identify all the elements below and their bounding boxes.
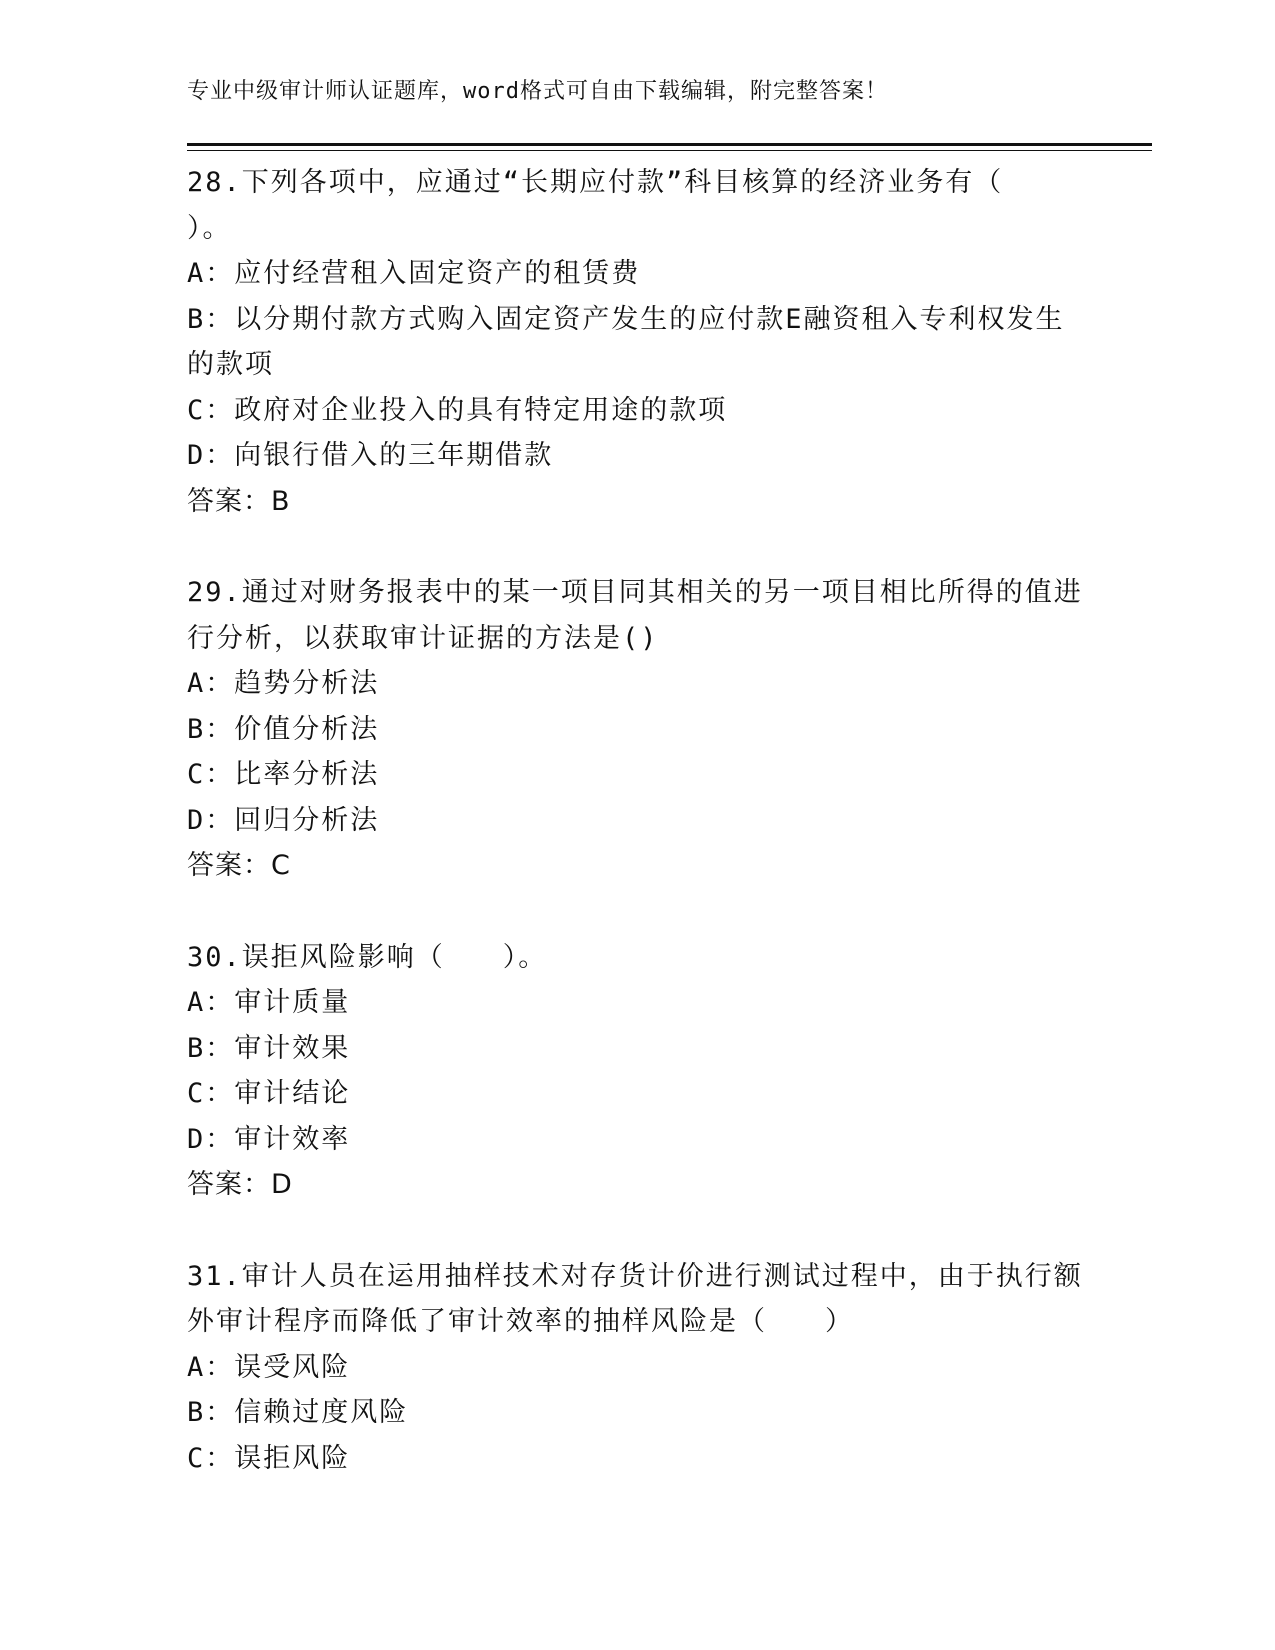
option-d: D：向银行借入的三年期借款	[187, 440, 554, 471]
header-rule-thin	[187, 150, 1152, 151]
answer-text: 答案：D	[187, 1169, 293, 1200]
option-a: A：应付经营租入固定资产的租赁费	[187, 258, 641, 289]
question-28	[187, 160, 1087, 524]
question-list	[187, 160, 1087, 1527]
question-stem-line: 28.下列各项中，应通过“长期应付款”科目核算的经济业务有（	[187, 167, 1004, 198]
header-rule-thick	[187, 143, 1152, 146]
option-c: C：审计结论	[187, 1078, 351, 1109]
option-b: B：信赖过度风险	[187, 1397, 409, 1428]
answer-text: 答案：B	[187, 485, 291, 517]
question-29	[187, 570, 1087, 889]
question-stem-line: ）。	[187, 212, 232, 244]
option-b-continued: 的款项	[187, 349, 274, 380]
question-31	[187, 1254, 1087, 1482]
option-c: C：比率分析法	[187, 759, 380, 790]
question-stem-line: 外审计程序而降低了审计效率的抽样风险是（ ）	[187, 1306, 854, 1337]
option-a: A：审计质量	[187, 987, 351, 1018]
option-c: C：误拒风险	[187, 1442, 351, 1474]
question-stem-line: 行分析，以获取审计证据的方法是()	[187, 622, 659, 654]
option-a: A：误受风险	[187, 1351, 351, 1383]
question-stem-line: 31.审计人员在运用抽样技术对存货计价进行测试过程中，由于执行额	[187, 1260, 1083, 1292]
page-header: 专业中级审计师认证题库，word格式可自由下载编辑，附完整答案！	[187, 79, 888, 104]
option-d: D：回归分析法	[187, 804, 380, 836]
question-stem-line: 30.误拒风险影响（ ）。	[187, 941, 548, 973]
option-a: A：趋势分析法	[187, 668, 380, 699]
option-d: D：审计效率	[187, 1123, 351, 1155]
option-b: B：以分期付款方式购入固定资产发生的应付款E融资租入专利权发生	[187, 303, 1065, 335]
question-stem-line: 29.通过对财务报表中的某一项目同其相关的另一项目相比所得的值进	[187, 577, 1083, 608]
question-30	[187, 935, 1087, 1208]
option-b: B：价值分析法	[187, 713, 380, 745]
option-b: B：审计效果	[187, 1032, 351, 1064]
option-c: C：政府对企业投入的具有特定用途的款项	[187, 394, 728, 426]
answer-text: 答案：C	[187, 850, 291, 881]
